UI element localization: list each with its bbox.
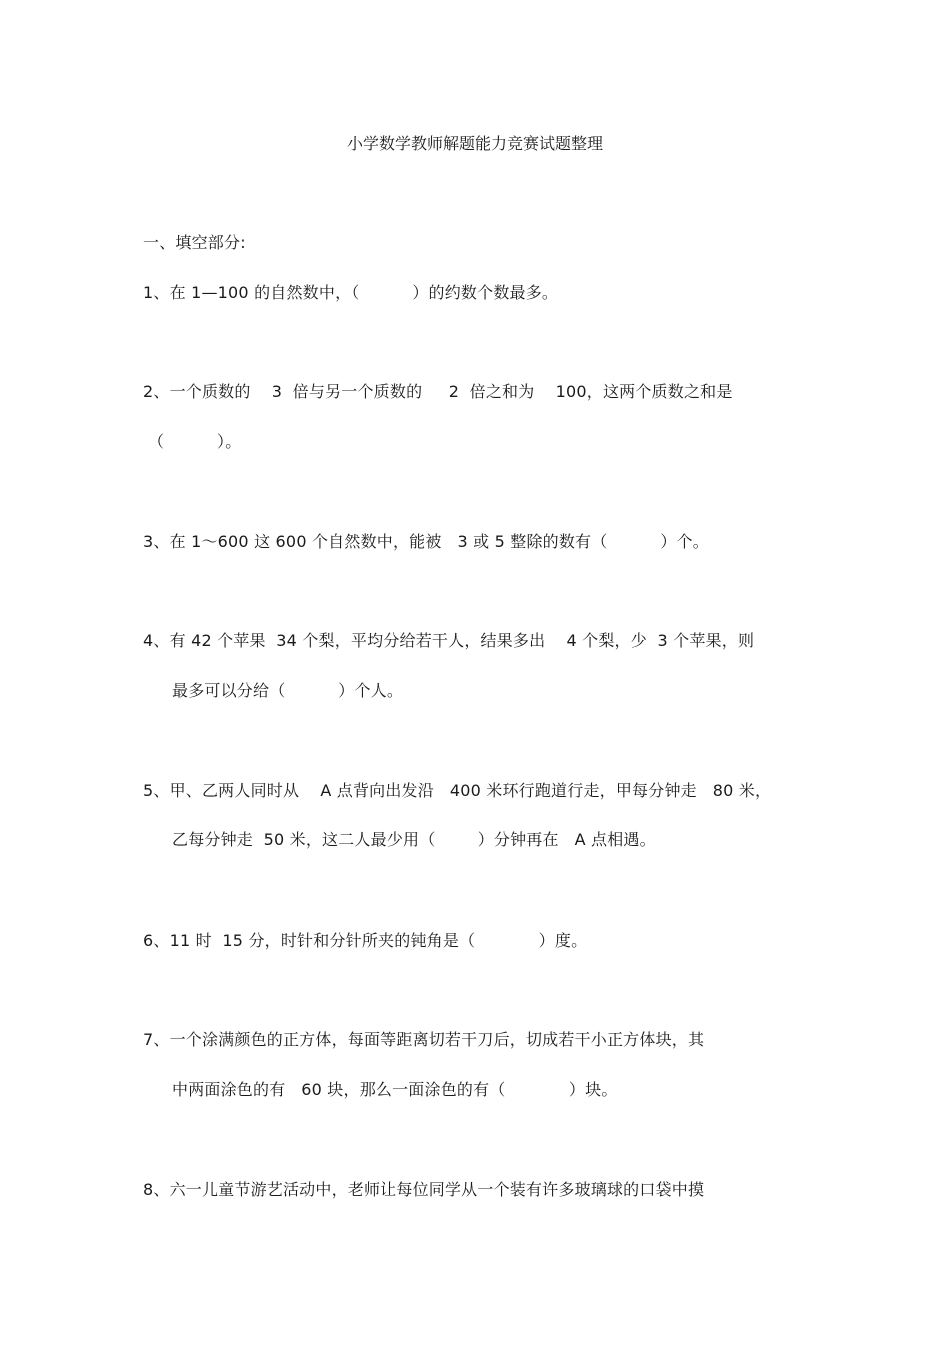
question-4-line-2: 最多可以分给（ ）个人。 — [172, 681, 404, 700]
question-3-line-1: 3、在 1～600 这 600 个自然数中，能被 3 或 5 整除的数有（ ）个。 — [143, 532, 709, 551]
section-heading: 一、填空部分: — [143, 233, 246, 252]
question-1-line-1: 1、在 1—100 的自然数中，（ ）的约数个数最多。 — [143, 283, 559, 302]
question-4-line-1: 4、有 42 个苹果 34 个梨，平均分给若干人，结果多出 4 个梨，少 3 个苹果，则 — [143, 631, 755, 650]
question-2-line-2: （ ）。 — [148, 432, 242, 451]
question-6-line-1: 6、11 时 15 分，时针和分针所夹的钝角是（ ）度。 — [143, 931, 588, 950]
question-5-line-1: 5、甲、乙两人同时从 A 点背向出发沿 400 米环行跑道行走，甲每分钟走 80 米， — [143, 781, 772, 800]
question-7-line-2: 中两面涂色的有 60 块，那么一面涂色的有（ ）块。 — [172, 1080, 618, 1099]
document-title: 小学数学教师解题能力竞赛试题整理 — [346, 134, 603, 153]
question-8-line-1: 8、六一儿童节游艺活动中，老师让每位同学从一个装有许多玻璃球的口袋中摸 — [143, 1180, 705, 1199]
question-5-line-2: 乙每分钟走 50 米，这二人最少用（ ）分钟再在 A 点相遇。 — [172, 830, 656, 849]
question-7-line-1: 7、一个涂满颜色的正方体，每面等距离切若干刀后，切成若干小正方体块，其 — [143, 1030, 705, 1049]
question-2-line-1: 2、一个质数的 3 倍与另一个质数的 2 倍之和为 100，这两个质数之和是 — [143, 382, 733, 401]
